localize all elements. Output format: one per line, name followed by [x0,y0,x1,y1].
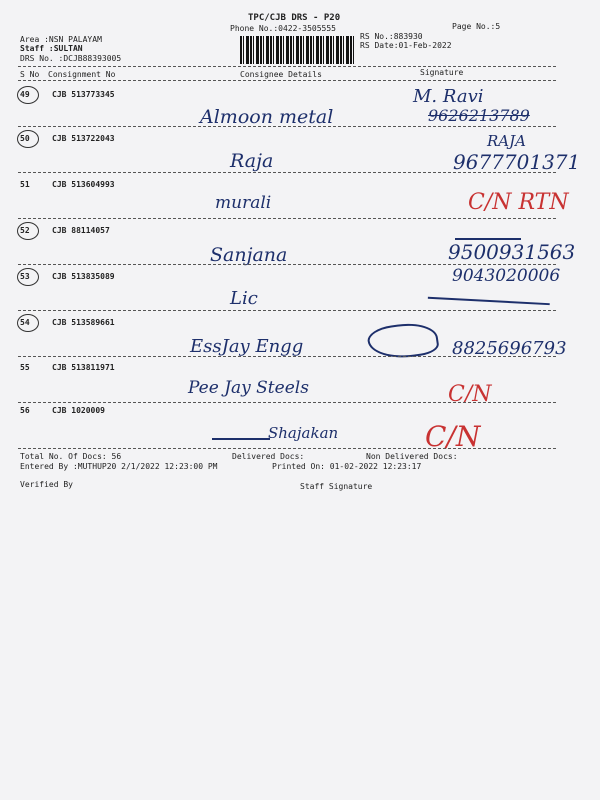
row-sno: 54 [20,318,30,327]
divider [18,66,556,67]
row-consignment: CJB 513722043 [52,134,115,143]
row-consignee-handwritten: Pee Jay Steels [188,378,309,398]
row-sno: 55 [20,363,30,372]
row-consignee-handwritten: Shajakan [268,424,339,442]
divider [18,218,556,219]
verified-by: Verified By [20,480,73,489]
row-consignee-handwritten: Lic [230,288,258,309]
divider [18,126,556,127]
row-consignment: CJB 513811971 [52,363,115,372]
printed-on: Printed On: 01-02-2022 12:23:17 [272,462,422,471]
divider [18,80,556,81]
row-signature-handwritten: C/N RTN [468,190,569,215]
drs-number: DRS No. :DCJB88393005 [20,54,122,63]
divider [18,356,556,357]
row-consignee-handwritten: EssJay Engg [190,336,304,357]
row-signature-handwritten: C/N [425,420,481,453]
entered-by: Entered By :MUTHUP20 2/1/2022 12:23:00 PM [20,462,218,471]
col-sno: S No [20,70,40,79]
row-phone-handwritten: 9500931563 [448,240,576,264]
row-sno: 51 [20,180,30,189]
rs-date: RS Date:01-Feb-2022 [360,41,452,50]
col-consignment: Consignment No [48,70,116,79]
signature-scribble [455,226,521,240]
document-title: TPC/CJB DRS - P20 [248,13,341,23]
rs-number: RS No.:883930 [360,32,423,41]
staff-signature-label: Staff Signature [300,482,373,491]
phone-number: Phone No.:0422-3505555 [230,24,336,33]
row-sno: 49 [20,90,30,99]
divider [18,172,556,173]
divider [18,264,556,265]
barcode-image [240,36,354,64]
row-phone-handwritten: 9043020006 [452,266,561,286]
signature-scribble [428,289,550,305]
page-number: Page No.:5 [452,22,501,31]
row-consignment: CJB 1020009 [52,406,105,415]
divider [18,448,556,449]
row-consignment: CJB 88114057 [52,226,110,235]
strikeout-scribble [212,428,270,440]
area-label: Area :NSN PALAYAM [20,35,102,44]
row-phone-handwritten: 9677701371 [453,150,581,174]
divider [18,402,556,403]
row-consignment: CJB 513589661 [52,318,115,327]
total-docs: Total No. Of Docs: 56 [20,452,122,461]
non-delivered-docs: Non Delivered Docs: [366,452,458,461]
row-sno: 50 [20,134,30,143]
row-sno: 53 [20,272,30,281]
divider [18,310,556,311]
col-consignee: Consignee Details [240,70,322,79]
row-signature-handwritten: RAJA [487,132,526,150]
row-consignment: CJB 513773345 [52,90,115,99]
delivered-docs: Delivered Docs: [232,452,305,461]
row-sno: 56 [20,406,30,415]
row-consignee-handwritten: Almoon metal [200,106,334,128]
row-consignment: CJB 513604993 [52,180,115,189]
row-sno: 52 [20,226,30,235]
staff-label: Staff :SULTAN [20,44,83,53]
row-consignee-handwritten: murali [215,193,272,213]
col-signature: Signature [420,68,464,77]
row-consignee-handwritten: Raja [230,150,274,172]
row-signature-handwritten: C/N [448,382,492,407]
row-consignee-handwritten: Sanjana [210,244,288,266]
row-phone-handwritten: 8825696793 [452,338,567,359]
row-consignment: CJB 513835089 [52,272,115,281]
row-signature-handwritten: M. Ravi [413,86,484,107]
row-phone-handwritten: 9626213789 [428,106,530,125]
